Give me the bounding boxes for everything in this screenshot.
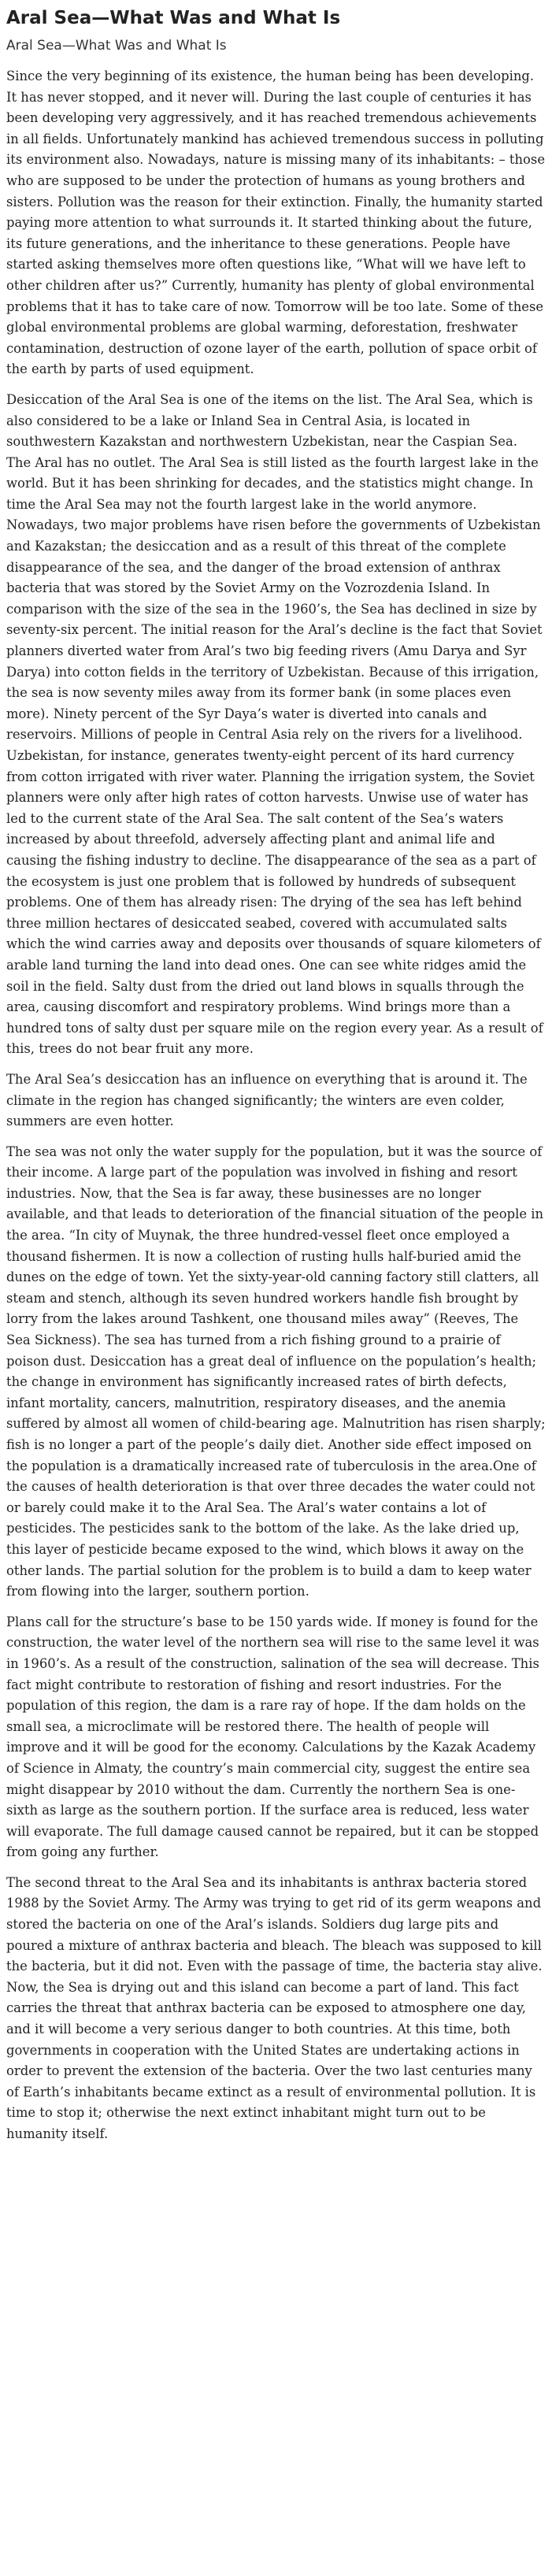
paragraph-5: Plans call for the structure’s base to be 150 yards wide. If money is found for the construction, the water level of the northern sea will rise to the same level it was in 1960’s. As a result of the construction, salination of the sea will decrease. This fact might contribute to restoration of fishing and resort industries. For the population of this region, the dam is a rare ray of hope. If the dam holds on the small sea, a microclimate will be restored there. The health of people will improve and it will be good for the economy. Calculations by the Kazak Academy of Science in Almaty, the country’s main commercial city, suggest the entire sea might disappear by 2010 without the dam. Currently the northern Sea is one-sixth as large as the southern portion. If the surface area is reduced, less water will evaporate. The full damage caused cannot be repaired, but it can be stopped from going any further.	[6, 1614, 539, 1860]
paragraph-3: The Aral Sea’s desiccation has an influence on everything that is around it. The climate in the region has changed significantly; the winters are even colder, summers are even hotter.	[6, 1071, 528, 1129]
paragraph-4: The sea was not only the water supply for the population, but it was the source of their income. A large part of the population was involved in fishing and resort industries. Now, that the Sea is far away, these businesses are no longer available, and that leads to deterioration of the financial situation of the people in the area. “In city of Muynak, the three hundred-vessel fleet once employed a thousand fishermen. It is now a collection of rusting hulls half-buried amid the dunes on the edge of town. Yet the sixty-year-old canning factory still clatters, all steam and stench, although its seven hundred workers handle fish brought by lorry from the lakes around Tashkent, one thousand miles away” (Reeves, The Sea Sickness). The sea has turned from a rich fishing ground to a prairie of poison dust. Desiccation has a great deal of influence on the population’s health; the change in environment has significantly increased rates of birth defects, infant mortality, cancers, malnutrition, respiratory diseases, and the anemia suffered by almost all women of child-bearing age. Malnutrition has risen sharply; fish is no longer a part of the people’s daily diet. Another side effect imposed on the population is a dramatically increased rate of tuberculosis in the area.One of the causes of health deterioration is that over three decades the water could not or barely could make it to the Aral Sea. The Aral’s water contains a lot of pesticides. The pesticides sank to the bottom of the lake. As the lake dried up, this layer of pesticide became exposed to the wind, which blows it away on the other lands. The partial solution for the problem is to build a dam to keep water from flowing into the larger, southern portion.	[6, 1143, 546, 1599]
page-title: Aral Sea—What Was and What Is	[6, 8, 341, 28]
article-body	[6, 66, 546, 2145]
paragraph-1: Since the very beginning of its existence, the human being has been developing. It has never stopped, and it never will. During the last couple of centuries it has been developing very aggressively, and it has reached tremendous achievements in all fields. Unfortunately mankind has achieved tremendous success in polluting its environment also. Nowadays, nature is missing many of its inhabitants: – those who are supposed to be under the protection of humans as young brothers and sisters. Pollution was the reason for their extinction. Finally, the humanity started paying more attention to what surrounds it. It started thinking about the future, its future generations, and the inheritance to these generations. People have started asking themselves more often questions like, “What will we have left to other children after us?” Currently, humanity has plenty of global environmental problems that it has to take care of now. Tomorrow will be too late. Some of these global environmental problems are global warming, deforestation, freshwater contamination, destruction of ozone layer of the earth, pollution of space orbit of the earth by parts of used equipment.	[6, 69, 546, 377]
paragraph-2: Desiccation of the Aral Sea is one of the items on the list. The Aral Sea, which is also considered to be a lake or Inland Sea in Central Asia, is located in southwestern Kazakstan and northwestern Uzbekistan, near the Caspian Sea. The Aral has no outlet. The Aral Sea is still listed as the fourth largest lake in the world. But it has been shrinking for decades, and the statistics might change. In time the Aral Sea may not the fourth largest lake in the world anymore. Nowadays, two major problems have risen before the governments of Uzbekistan and Kazakstan; the desiccation and as a result of this threat of the complete disappearance of the sea, and the danger of the broad extension of anthrax bacteria that was stored by the Soviet Army on the Vozrozdenia Island. In comparison with the size of the sea in the 1960’s, the Sea has declined in size by seventy-six percent. The initial reason for the Aral’s decline is the fact that Soviet planners diverted water from Aral’s two big feeding rivers (Amu Darya and Syr Darya) into cotton fields in the territory of Uzbekistan. Because of this irrigation, the sea is now seventy miles away from its former bank (in some places even more). Ninety percent of the Syr Daya’s water is diverted into canals and reservoirs. Millions of people in Central Asia rely on the rivers for a livelihood. Uzbekistan, for instance, generates twenty-eight percent of its hard currency from cotton irrigated with river water. Planning the irrigation system, the Soviet planners were only after high rates of cotton harvests. Unwise use of water has led to the current state of the Aral Sea. The salt content of the Sea’s waters increased by about threefold, adversely affecting plant and animal life and causing the fishing industry to decline. The disappearance of the sea as a part of the ecosystem is just one problem that is followed by hundreds of subsequent problems. One of them has already risen: The drying of the sea has left behind three million hectares of desiccated seabed, covered with accumulated salts which the wind carries away and deposits over thousands of square kilometers of arable land turning the land into dead ones. One can see white ridges amid the soil in the field. Salty dust from the dried out land blows in squalls through the area, causing discomfort and respiratory problems. Wind brings more than a hundred tons of salty dust per square mile on the region every year. As a result of this, trees do not bear fruit any more.	[6, 391, 543, 1057]
paragraph-6: The second threat to the Aral Sea and its inhabitants is anthrax bacteria stored 1988 by the Soviet Army. The Army was trying to get rid of its germ weapons and stored the bacteria on one of the Aral’s islands. Soldiers dug large pits and poured a mixture of anthrax bacteria and bleach. The bleach was supposed to kill the bacteria, but it did not. Even with the passage of time, the bacteria stay alive. Now, the Sea is drying out and this island can become a part of land. This fact carries the threat that anthrax bacteria can be exposed to atmosphere one day, and it will become a very serious danger to both countries. At this time, both governments in cooperation with the United States are undertaking actions in order to prevent the extension of the bacteria. Over the two last centuries many of Earth’s inhabitants became extinct as a result of environmental pollution. It is time to stop it; otherwise the next extinct inhabitant might turn out to be humanity itself.	[6, 1874, 543, 2141]
page-subtitle: Aral Sea—What Was and What Is	[6, 38, 227, 54]
